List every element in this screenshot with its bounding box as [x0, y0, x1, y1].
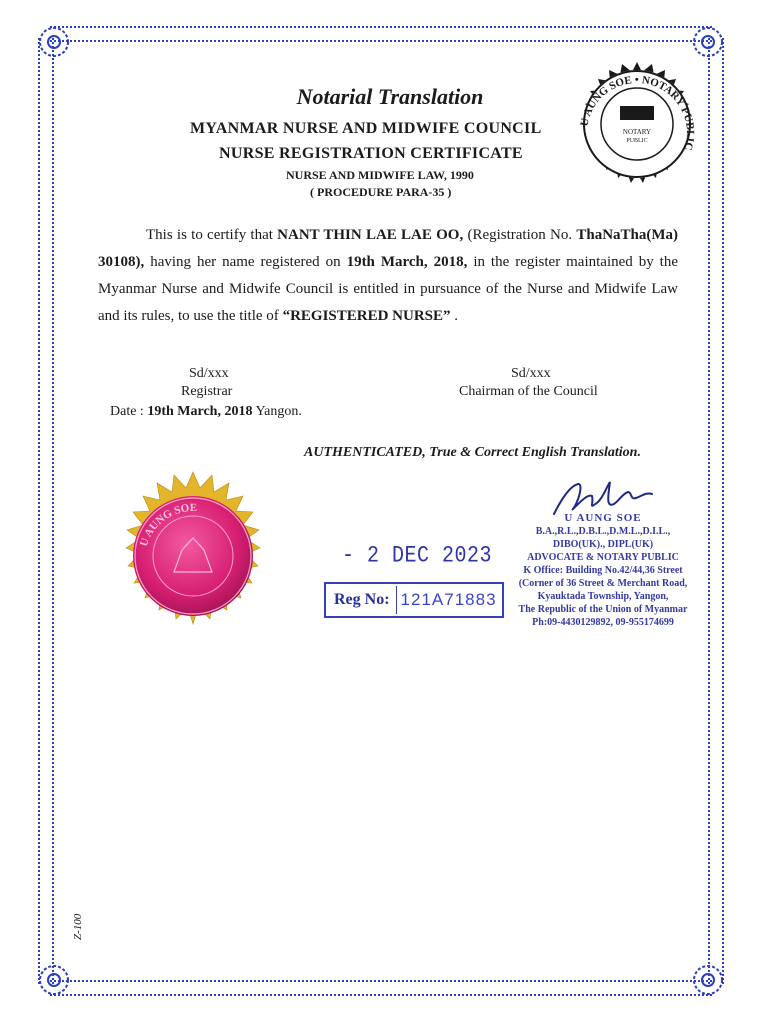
law-line: NURSE AND MIDWIFE LAW, 1990 — [286, 168, 474, 182]
notary-line: Kyauktada Township, Yangon, — [537, 591, 669, 602]
seal-text: U AUNG SOE — [137, 501, 198, 549]
date-label: Date : — [110, 404, 144, 419]
notary-line: Ph:09-4430129892, 09-955174699 — [532, 617, 674, 628]
date-place: Yangon. — [255, 404, 302, 419]
reg-label: Reg No: — [334, 591, 390, 608]
authentication-statement: AUTHENTICATED, True & Correct English Translation. — [304, 445, 641, 460]
notary-line: K Office: Building No.42/44,36 Street — [523, 565, 683, 576]
notary-line: (Corner of 36 Street & Merchant Road, — [518, 578, 688, 589]
notary-stamp-text: U AUNG SOE • NOTARY PUBLIC — [578, 73, 697, 152]
body-text-3: having her name registered on — [150, 254, 341, 270]
reg-value: 121A71883 — [400, 590, 497, 609]
border-corner-ornament-icon — [34, 960, 74, 1000]
border-corner-ornament-icon — [34, 22, 74, 62]
border-bottom — [50, 980, 712, 996]
chairman-role: Chairman of the Council — [459, 384, 598, 399]
body-text-2: (Registration No. — [467, 227, 573, 243]
registrar-signature: Sd/xxx — [189, 366, 229, 381]
reg-number-stamp — [324, 582, 504, 618]
registration-date: 19th March, 2018, — [346, 254, 468, 270]
certificate-heading: NURSE REGISTRATION CERTIFICATE — [219, 145, 523, 162]
notary-line: DIBO(UK)., DIPL(UK) — [552, 539, 654, 550]
notary-line: B.A.,R.L.,D.B.L.,D.M.L.,D.I.L., — [535, 526, 671, 537]
nurse-name: NANT THIN LAE LAE OO, — [277, 227, 464, 243]
svg-text:NOTARY: NOTARY — [622, 128, 652, 136]
registrar-role: Registrar — [181, 384, 233, 399]
council-heading: MYANMAR NURSE AND MIDWIFE COUNCIL — [190, 120, 542, 137]
reg-divider — [396, 586, 397, 614]
border-left — [38, 38, 54, 984]
registrar-date — [110, 404, 302, 420]
border-right — [708, 38, 724, 984]
notary-name: U AUNG SOE — [564, 512, 642, 524]
body-text-4: in the register maintained by the Myanmar Nurse and Midwife Council is entitled in pursuance of the Nurse and Midwife Law and its rules, to use the title of — [98, 254, 679, 324]
border-corner-ornament-icon — [688, 960, 728, 1000]
form-code: Z-100 — [72, 913, 84, 940]
svg-text:PUBLIC: PUBLIC — [626, 138, 648, 144]
notary-line: ADVOCATE & NOTARY PUBLIC — [527, 552, 679, 563]
body-text-1: This is to certify that — [146, 227, 273, 243]
border-corner-ornament-icon — [688, 22, 728, 62]
notary-line: The Republic of the Union of Myanmar — [518, 604, 688, 615]
date-stamp: - 2 DEC 2023 — [342, 543, 493, 570]
border-top — [50, 26, 712, 42]
body-text-5: . — [454, 308, 459, 324]
certificate-body — [98, 222, 678, 330]
notary-details — [488, 512, 718, 629]
notary-stamp-icon — [564, 60, 710, 206]
date-value: 19th March, 2018 — [147, 404, 253, 419]
registered-title: “REGISTERED NURSE” — [282, 308, 451, 324]
document-title: Notarial Translation — [296, 84, 484, 109]
registration-number: ThaNaTha(Ma) 30108), — [98, 227, 679, 270]
chairman-signature: Sd/xxx — [511, 366, 551, 381]
procedure-line: ( PROCEDURE PARA-35 ) — [310, 185, 452, 199]
embossed-seal-icon — [104, 470, 282, 648]
